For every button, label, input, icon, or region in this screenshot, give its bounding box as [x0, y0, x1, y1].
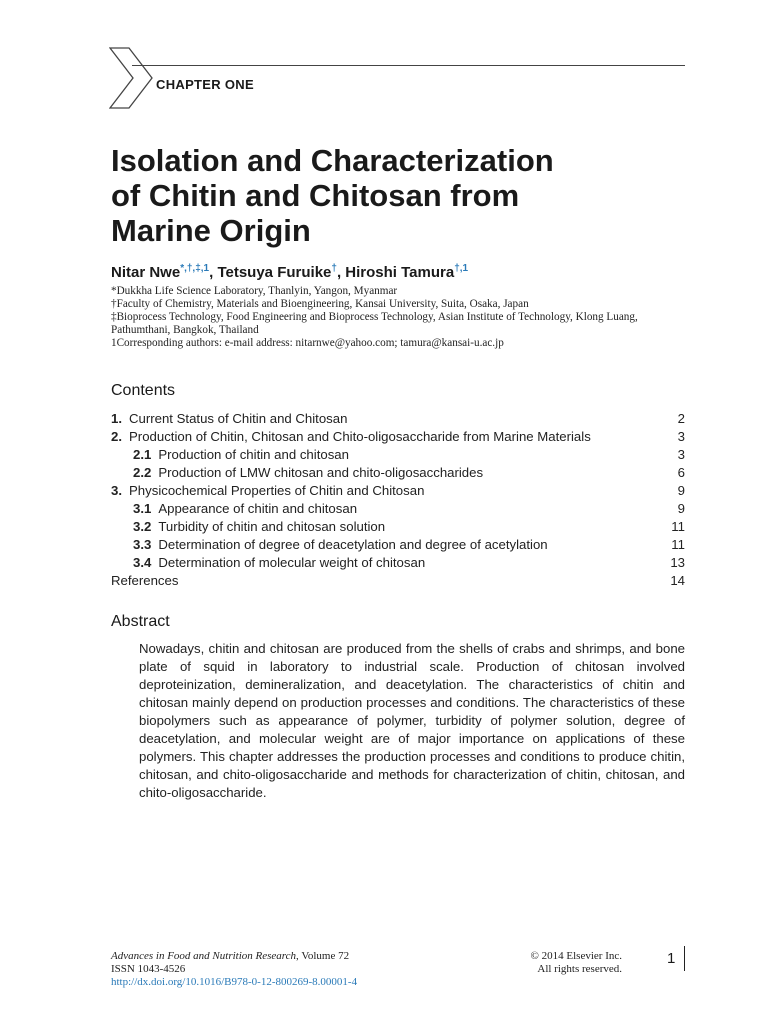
author-separator: , — [209, 264, 218, 281]
author-separator: , — [336, 264, 346, 281]
toc-title: Production of Chitin, Chitosan and Chito-oligosaccharide from Marine Materials — [129, 429, 591, 444]
toc-title: References — [111, 573, 179, 588]
chapter-label: CHAPTER ONE — [156, 77, 254, 92]
toc-title: Turbidity of chitin and chitosan solution — [158, 519, 386, 534]
footer-copyright — [498, 950, 622, 976]
toc-number: 3. — [111, 483, 122, 498]
author-list — [111, 263, 468, 281]
toc-entry[interactable] — [111, 464, 685, 482]
author-name: Hiroshi Tamura — [345, 264, 455, 281]
toc-entry[interactable] — [111, 536, 685, 554]
affiliation: 1Corresponding authors: e-mail address: nitarnwe@yahoo.com; tamura@kansai-u.ac.jp — [111, 337, 504, 349]
doi-link[interactable]: http://dx.doi.org/10.1016/B978-0-12-800269-8.00001-4 — [111, 976, 358, 988]
journal-name: Advances in Food and Nutrition Research — [111, 950, 297, 962]
toc-number: 2. — [111, 429, 122, 444]
toc-entry[interactable] — [111, 410, 685, 428]
copyright: © 2014 Elsevier Inc. — [530, 950, 622, 962]
footer-citation — [111, 950, 357, 989]
toc-entry[interactable] — [111, 482, 685, 500]
journal-volume: , Volume 72 — [296, 950, 350, 962]
title-line: Isolation and Characterization — [111, 143, 554, 178]
page-number-rule — [684, 946, 685, 971]
toc-page: 9 — [677, 483, 685, 498]
toc-page: 11 — [671, 537, 685, 552]
issn: ISSN 1043-4526 — [111, 963, 186, 975]
toc-number: 3.1 — [133, 501, 152, 516]
toc-title: Production of chitin and chitosan — [158, 447, 349, 462]
toc-number: 2.1 — [133, 447, 152, 462]
author-marks: †,1 — [454, 263, 469, 274]
toc-page: 14 — [670, 573, 685, 588]
table-of-contents — [111, 410, 685, 590]
toc-page: 3 — [677, 429, 685, 444]
toc-entry[interactable] — [111, 500, 685, 518]
abstract-text: Nowadays, chitin and chitosan are produced from the shells of crabs and shrimps, and bone plate of squid in laboratory to industrial scale. Production of chitosan involved deproteinization, demineralization, and deacetylation. The characteristics of chitin and chitosan mainly depend on production processes and conditions. The characteristics of these biopolymers such as appearance of polymer, turbidity of polymer solution, degree of deacetylation, and molecular weight are of major importance on applications of these polymers. This chapter addresses the production processes and conditions to produce chitin, chitosan, and chito-oligosaccharide and methods for characterization of chitin, chitosan, and chito-oligosaccharide. — [139, 641, 685, 800]
affiliation: *Dukkha Life Science Laboratory, Thanlyin, Yangon, Myanmar — [111, 285, 398, 297]
toc-number: 1. — [111, 411, 122, 426]
author-name: Nitar Nwe — [111, 264, 181, 281]
toc-entry[interactable] — [111, 518, 685, 536]
rights: All rights reserved. — [537, 963, 622, 975]
affiliations — [111, 285, 691, 350]
toc-title: Production of LMW chitosan and chito-oligosaccharides — [158, 465, 484, 480]
toc-number: 3.3 — [133, 537, 152, 552]
toc-entry[interactable] — [111, 428, 685, 446]
toc-page: 3 — [677, 447, 685, 462]
toc-title: Physicochemical Properties of Chitin and Chitosan — [129, 483, 425, 498]
chapter-rule — [132, 65, 685, 66]
contents-heading: Contents — [111, 382, 176, 399]
abstract-heading: Abstract — [111, 613, 170, 630]
toc-entry[interactable] — [111, 554, 685, 572]
chapter-title — [111, 143, 554, 248]
toc-title: Determination of degree of deacetylation and degree of acetylation — [158, 537, 548, 552]
chapter-chevron-icon — [109, 47, 153, 109]
author-marks: *,†,‡,1 — [180, 263, 210, 274]
title-line: Marine Origin — [111, 213, 311, 248]
toc-title: Determination of molecular weight of chitosan — [158, 555, 426, 570]
toc-title: Appearance of chitin and chitosan — [158, 501, 358, 516]
affiliation: †Faculty of Chemistry, Materials and Bioengineering, Kansai University, Suita, Osaka, Japan — [111, 298, 529, 310]
toc-page: 6 — [677, 465, 685, 480]
toc-page: 9 — [677, 501, 685, 516]
author-name: Tetsuya Furuike — [217, 264, 332, 281]
toc-page: 11 — [671, 519, 685, 534]
toc-title: Current Status of Chitin and Chitosan — [129, 411, 348, 426]
toc-entry[interactable] — [111, 446, 685, 464]
page-number: 1 — [667, 950, 676, 967]
affiliation: ‡Bioprocess Technology, Food Engineering and Bioprocess Technology, Asian Institute of Technology, Klong Luang, Pathumthani, Bangkok, Thailand — [111, 311, 638, 336]
toc-page: 2 — [677, 411, 685, 426]
toc-number: 3.4 — [133, 555, 152, 570]
toc-number: 2.2 — [133, 465, 152, 480]
toc-number: 3.2 — [133, 519, 152, 534]
title-line: of Chitin and Chitosan from — [111, 178, 520, 213]
toc-page: 13 — [670, 555, 685, 570]
author-marks: † — [331, 263, 337, 274]
toc-entry-references[interactable] — [111, 572, 685, 590]
